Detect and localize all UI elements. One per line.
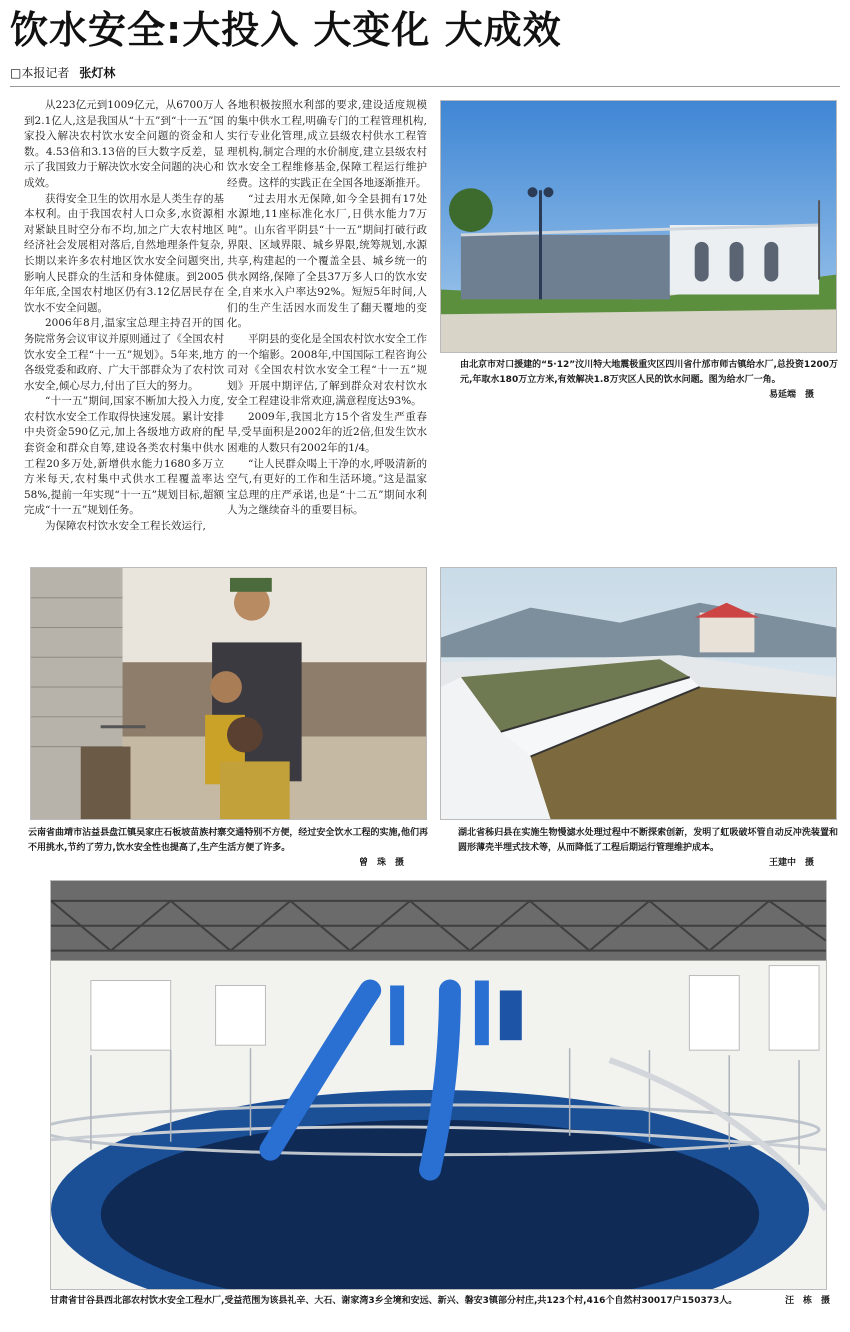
article-headline: 饮水安全:大投入 大变化 大成效: [10, 8, 562, 52]
paragraph: “过去用水无保障,如今全县拥有17处水源地,11座标准化水厂,日供水能力7万吨”。山东省平阴县“十一五”期间打破行政界限、区域界限、城乡界限,统筹规划,水源共享,构建起的一个覆盖全县、城乡统一的供水网络,保障了全县37万多人口的饮水安全,自来水入户率达92%。短短5年时间,人们的生产生活因水而发生了翻天覆地的变化。: [227, 192, 427, 330]
paragraph: “十一五”期间,国家不断加大投入力度,农村饮水安全工作取得快速发展。累计安排中央资金590亿元,加上各级地方政府的配套资金和群众自筹,建设各类农村集中供水工程20多万处,新增供水能力1680多万立方米每天,农村集中式供水工程覆盖率达58%,提前一年实现“十一五”规划目标,超额完成“十一五”规划任务。: [24, 395, 224, 517]
byline-prefix: □本报记者: [10, 66, 70, 80]
photo-3-caption: [458, 826, 838, 872]
photo-indoor-water-plant: [50, 880, 827, 1290]
byline-author: 张灯林: [79, 66, 116, 80]
paragraph: 为保障农村饮水安全工程长效运行,: [45, 520, 206, 533]
caption-text: 甘肃省甘谷县西北部农村饮水安全工程水厂,受益范围为该县礼辛、大石、谢家湾3乡全境和安远、新兴、磐安3镇部分村庄,共123个村,416个自然村30017户150373人。: [50, 1296, 738, 1306]
paragraph: 平阴县的变化是全国农村饮水安全工作的一个缩影。2008年,中国国际工程咨询公司对《全国农村饮水安全工程“十一五”规划》开展中期评估,了解到群众对农村饮水安全工程建设非常欢迎,满意程度达93%。: [227, 332, 427, 408]
paragraph: 获得安全卫生的饮用水是人类生存的基本权利。由于我国农村人口众多,水资源相对紧缺且时空分布不均,加之广大农村地区经济社会发展相对落后,自然地理条件复杂,长期以来许多农村地区饮水安全问题突出,影响人民群众的生活和身体健康。到2005年年底,全国农村地区仍有3.12亿居民存在饮水不安全问题。: [24, 192, 224, 314]
paragraph: 2006年8月,温家宝总理主持召开的国务院常务会议审议并原则通过了《全国农村饮水安全工程“十一五”规划》。5年来,地方各级党委和政府、广大干部群众为了农村饮水安全,倾心尽力,付出了巨大的努力。: [24, 317, 224, 392]
photo-2-caption: [28, 826, 428, 872]
byline: [10, 64, 115, 82]
article-column-1: [24, 98, 224, 548]
photo-villagers-water-tap: [30, 567, 427, 820]
photo-slow-filter-tanks: [440, 567, 837, 820]
photo-credit: 汪 栋 摄: [784, 1296, 830, 1306]
paragraph: “让人民群众喝上干净的水,呼吸清新的空气,有更好的工作和生活环境。”这是温家宝总理的庄严承诺,也是“十二五”期间水利人为之继续奋斗的重要目标。: [227, 457, 427, 517]
caption-text: 云南省曲靖市沾益县盘江镇吴家庄石板坡苗族村寨交通特别不方便，经过安全饮水工程的实施,他们再不用挑水,节约了劳力,饮水安全性也提高了,生产生活方便了许多。: [28, 828, 428, 853]
caption-text: 湖北省秭归县在实施生物慢滤水处理过程中不断探索创新，发明了虹吸破坏管自动反冲洗装置和圆形薄壳半埋式技术等，从而降低了工程后期运行管理维护成本。: [458, 828, 838, 853]
caption-text: 由北京市对口援建的“5·12”汶川特大地震极重灾区四川省什邡市师古镇给水厂,总投资1200万元,年取水180万立方米,有效解决1.8万灾区人民的饮水问题。图为给水厂一角。: [460, 360, 838, 385]
photo-credit: 易延端 摄: [768, 390, 814, 400]
article-column-2: [227, 98, 427, 548]
headline-divider: [10, 86, 840, 87]
photo-1-caption: [460, 358, 838, 404]
paragraph: 2009年,我国北方15个省发生严重春旱,受旱面积是2002年的近2倍,但发生饮水困难的人数只有2002年的1/4。: [227, 410, 427, 455]
paragraph-continued: 各地积极按照水利部的要求,建设适度规模的集中供水工程,明确专门的工程管理机构,实行专业化管理,成立县级农村供水工程管理机构,制定合理的水价制度,建立县级农村饮水安全工程维修基金,保障工程运行维护经费。这样的实践正在全国各地逐渐推开。: [227, 99, 427, 189]
photo-water-plant-exterior: [440, 100, 837, 353]
photo-credit: 王建中 摄: [768, 858, 814, 868]
photo-4-caption: [50, 1294, 830, 1326]
paragraph: 从223亿元到1009亿元，从6700万人到2.1亿人,这是我国从“十五”到“十一五”国家投入解决农村饮水安全问题的资金和人数。4.53倍和3.13倍的巨大数字反差，显示了我国致力于解决饮水安全问题的决心和成效。: [24, 99, 224, 189]
photo-credit: 曾 珠 摄: [358, 858, 404, 868]
